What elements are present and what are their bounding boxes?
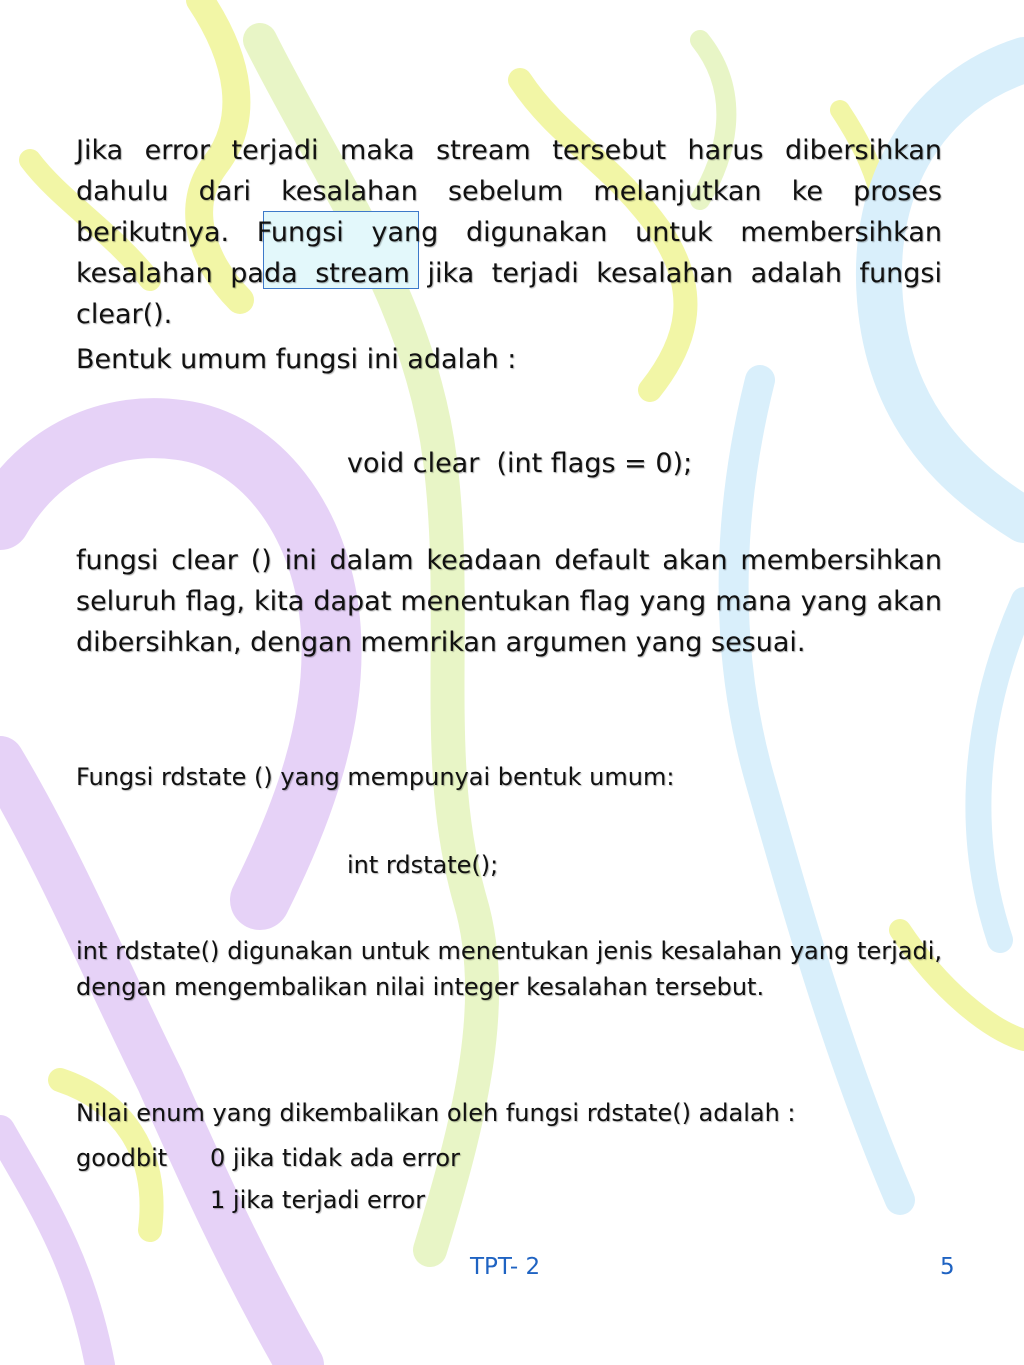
paragraph-clear-default: fungsi clear () ini dalam keadaan default akan membersihkan seluruh flag, kita dapat menentukan flag yang mana yang akan dibersihkan, dengan memrikan argumen yang sesuai. bbox=[76, 545, 942, 658]
code-rdstate-signature: int rdstate(); bbox=[347, 851, 499, 879]
paragraph-rdstate-description: int rdstate() digunakan untuk menentukan jenis kesalahan yang terjadi, dengan mengembalikan nilai integer kesalahan tersebut. bbox=[76, 937, 942, 1001]
code-clear-signature: void clear (int flags = 0); bbox=[347, 448, 693, 479]
paragraph-clear-form-intro: Bentuk umum fungsi ini adalah : bbox=[76, 344, 517, 375]
footer-label: TPT- 2 bbox=[470, 1254, 541, 1280]
page-number: 5 bbox=[940, 1254, 955, 1280]
enum-description: 0 jika tidak ada error bbox=[210, 1144, 460, 1172]
paragraph-enum-intro: Nilai enum yang dikembalikan oleh fungsi rdstate() adalah : bbox=[76, 1099, 796, 1127]
enum-row-error bbox=[76, 1180, 425, 1220]
enum-row-goodbit bbox=[76, 1138, 460, 1178]
paragraph-error-clear: Jika error terjadi maka stream tersebut harus dibersihkan dahulu dari kesalahan sebelum melanjutkan ke proses berikutnya. Fungsi yang digunakan untuk membersihkan kesalahan pada stream jika terjadi kesalahan adalah fungsi clear(). bbox=[76, 135, 942, 330]
enum-name: goodbit bbox=[76, 1144, 168, 1172]
enum-description: 1 jika terjadi error bbox=[210, 1186, 426, 1214]
paragraph-rdstate-intro: Fungsi rdstate () yang mempunyai bentuk umum: bbox=[76, 763, 675, 791]
